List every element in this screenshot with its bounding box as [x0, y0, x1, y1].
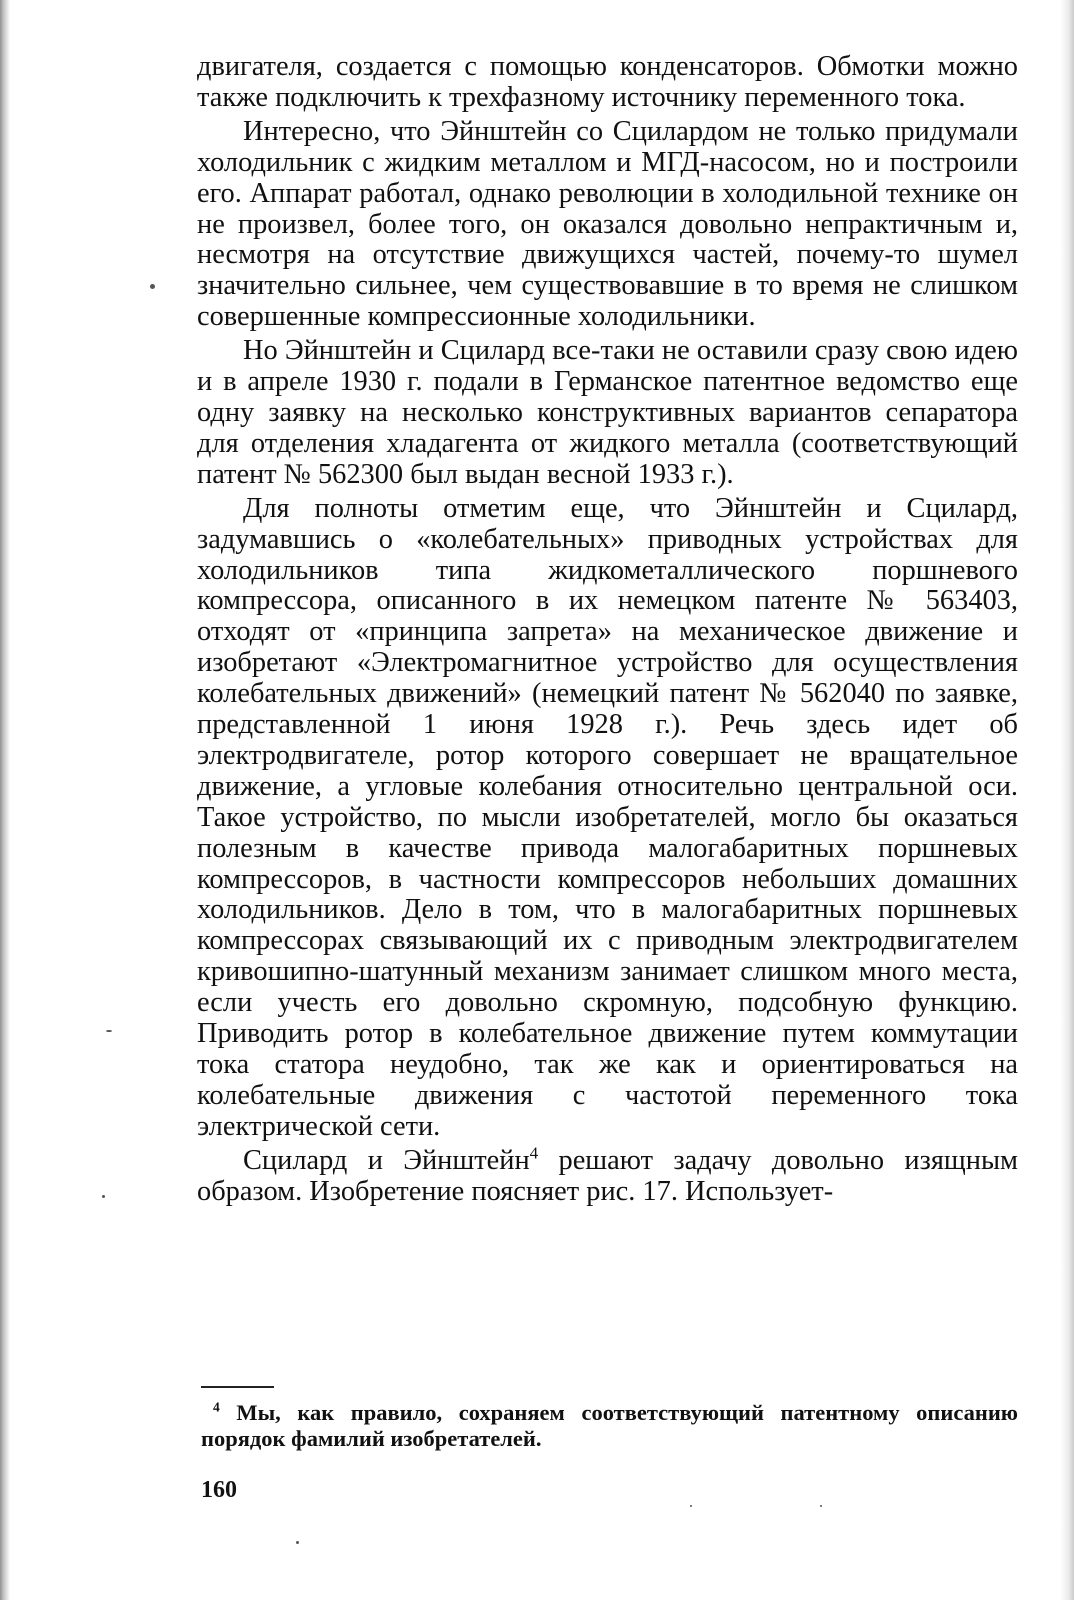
scan-speck — [690, 1505, 692, 1507]
page-left-edge-shadow — [0, 0, 10, 1600]
paragraph-separator-patent: Но Эйнштейн и Сцилард все-таки не оставили сразу свою идею и в апреле 1930 г. подали в Германское патентное ведомство еще одну заявку на несколько конструктивных вариантов сепаратора для отделения хладагента от жидкого металла (соответствующий патент № 562300 был выдан весной 1933 г.). — [197, 335, 1018, 490]
page-number: 160 — [201, 1477, 237, 1503]
scan-speck — [296, 1541, 299, 1544]
footnote-mark: 4 — [213, 1399, 220, 1415]
scan-speck — [150, 284, 155, 289]
page-right-edge-shadow — [1060, 0, 1074, 1600]
footnote — [201, 1400, 1018, 1451]
scan-speck — [106, 1030, 112, 1032]
paragraph-refrigerator-built: Интересно, что Эйнштейн со Сцилардом не только придумали холодильник с жидким металлом и МГД-насосом, но и построили его. Аппарат работал, однако революции в холодильной технике он не произвел, более того, он оказался довольно непрактичным и, несмотря на отсутствие движущихся частей, почему-то шумел значительно сильнее, чем существовавшие в то время не слишком совершенные компрессионные холодильники. — [197, 115, 1018, 333]
scan-speck — [820, 1505, 822, 1507]
paragraph-solution-rest: решают задачу довольно изящным образом. Изобретение поясняет рис. 17. Использует- — [197, 1144, 1018, 1207]
paragraph-solution-start: Сцилард и Эйнштейн — [243, 1144, 530, 1176]
footnote-text: Мы, как правило, сохраняем соответствующий патентному описанию порядок фамилий изобретателей. — [201, 1400, 1018, 1451]
footnote-divider — [201, 1386, 274, 1388]
paragraph-solution — [197, 1143, 1018, 1208]
paragraph-continuation: двигателя, создается с помощью конденсаторов. Обмотки можно также подключить к трехфазному источнику переменного тока. — [197, 51, 1018, 113]
paragraph-oscillating-drive: Для полноты отметим еще, что Эйнштейн и Сцилард, задумавшись о «колебательных» приводных устройствах для холодильников типа жидкометаллического поршневого компрессора, описанного в их немецком патенте № 563403, отходят от «принципа запрета» на механическое движение и изобретают «Электромагнитное устройство для осуществления колебательных движений» (немецкий патент № 562040 по заявке, представленной 1 июня 1928 г.). Речь здесь идет об электродвигателе, ротор которого совершает не вращательное движение, а угловые колебания относительно центральной оси. Такое устройство, по мысли изобретателей, могло бы оказаться полезным в качестве привода малогабаритных поршневых компрессоров, в частности компрессоров небольших домашних холодильников. Дело в том, что в малогабаритных поршневых компрессорах связывающий их с приводным электродвигателем кривошипно-шатунный механизм занимает слишком много места, если учесть его довольно скромную, подсобную функцию. Приводить ротор в колебательное движение путем коммутации тока статора неудобно, так же как и ориентироваться на колебательные движения с частотой переменного тока электрической сети. — [197, 492, 1018, 1142]
body-text — [197, 52, 1018, 1208]
footnote-reference: 4 — [529, 1143, 539, 1163]
scan-speck — [102, 1195, 105, 1198]
